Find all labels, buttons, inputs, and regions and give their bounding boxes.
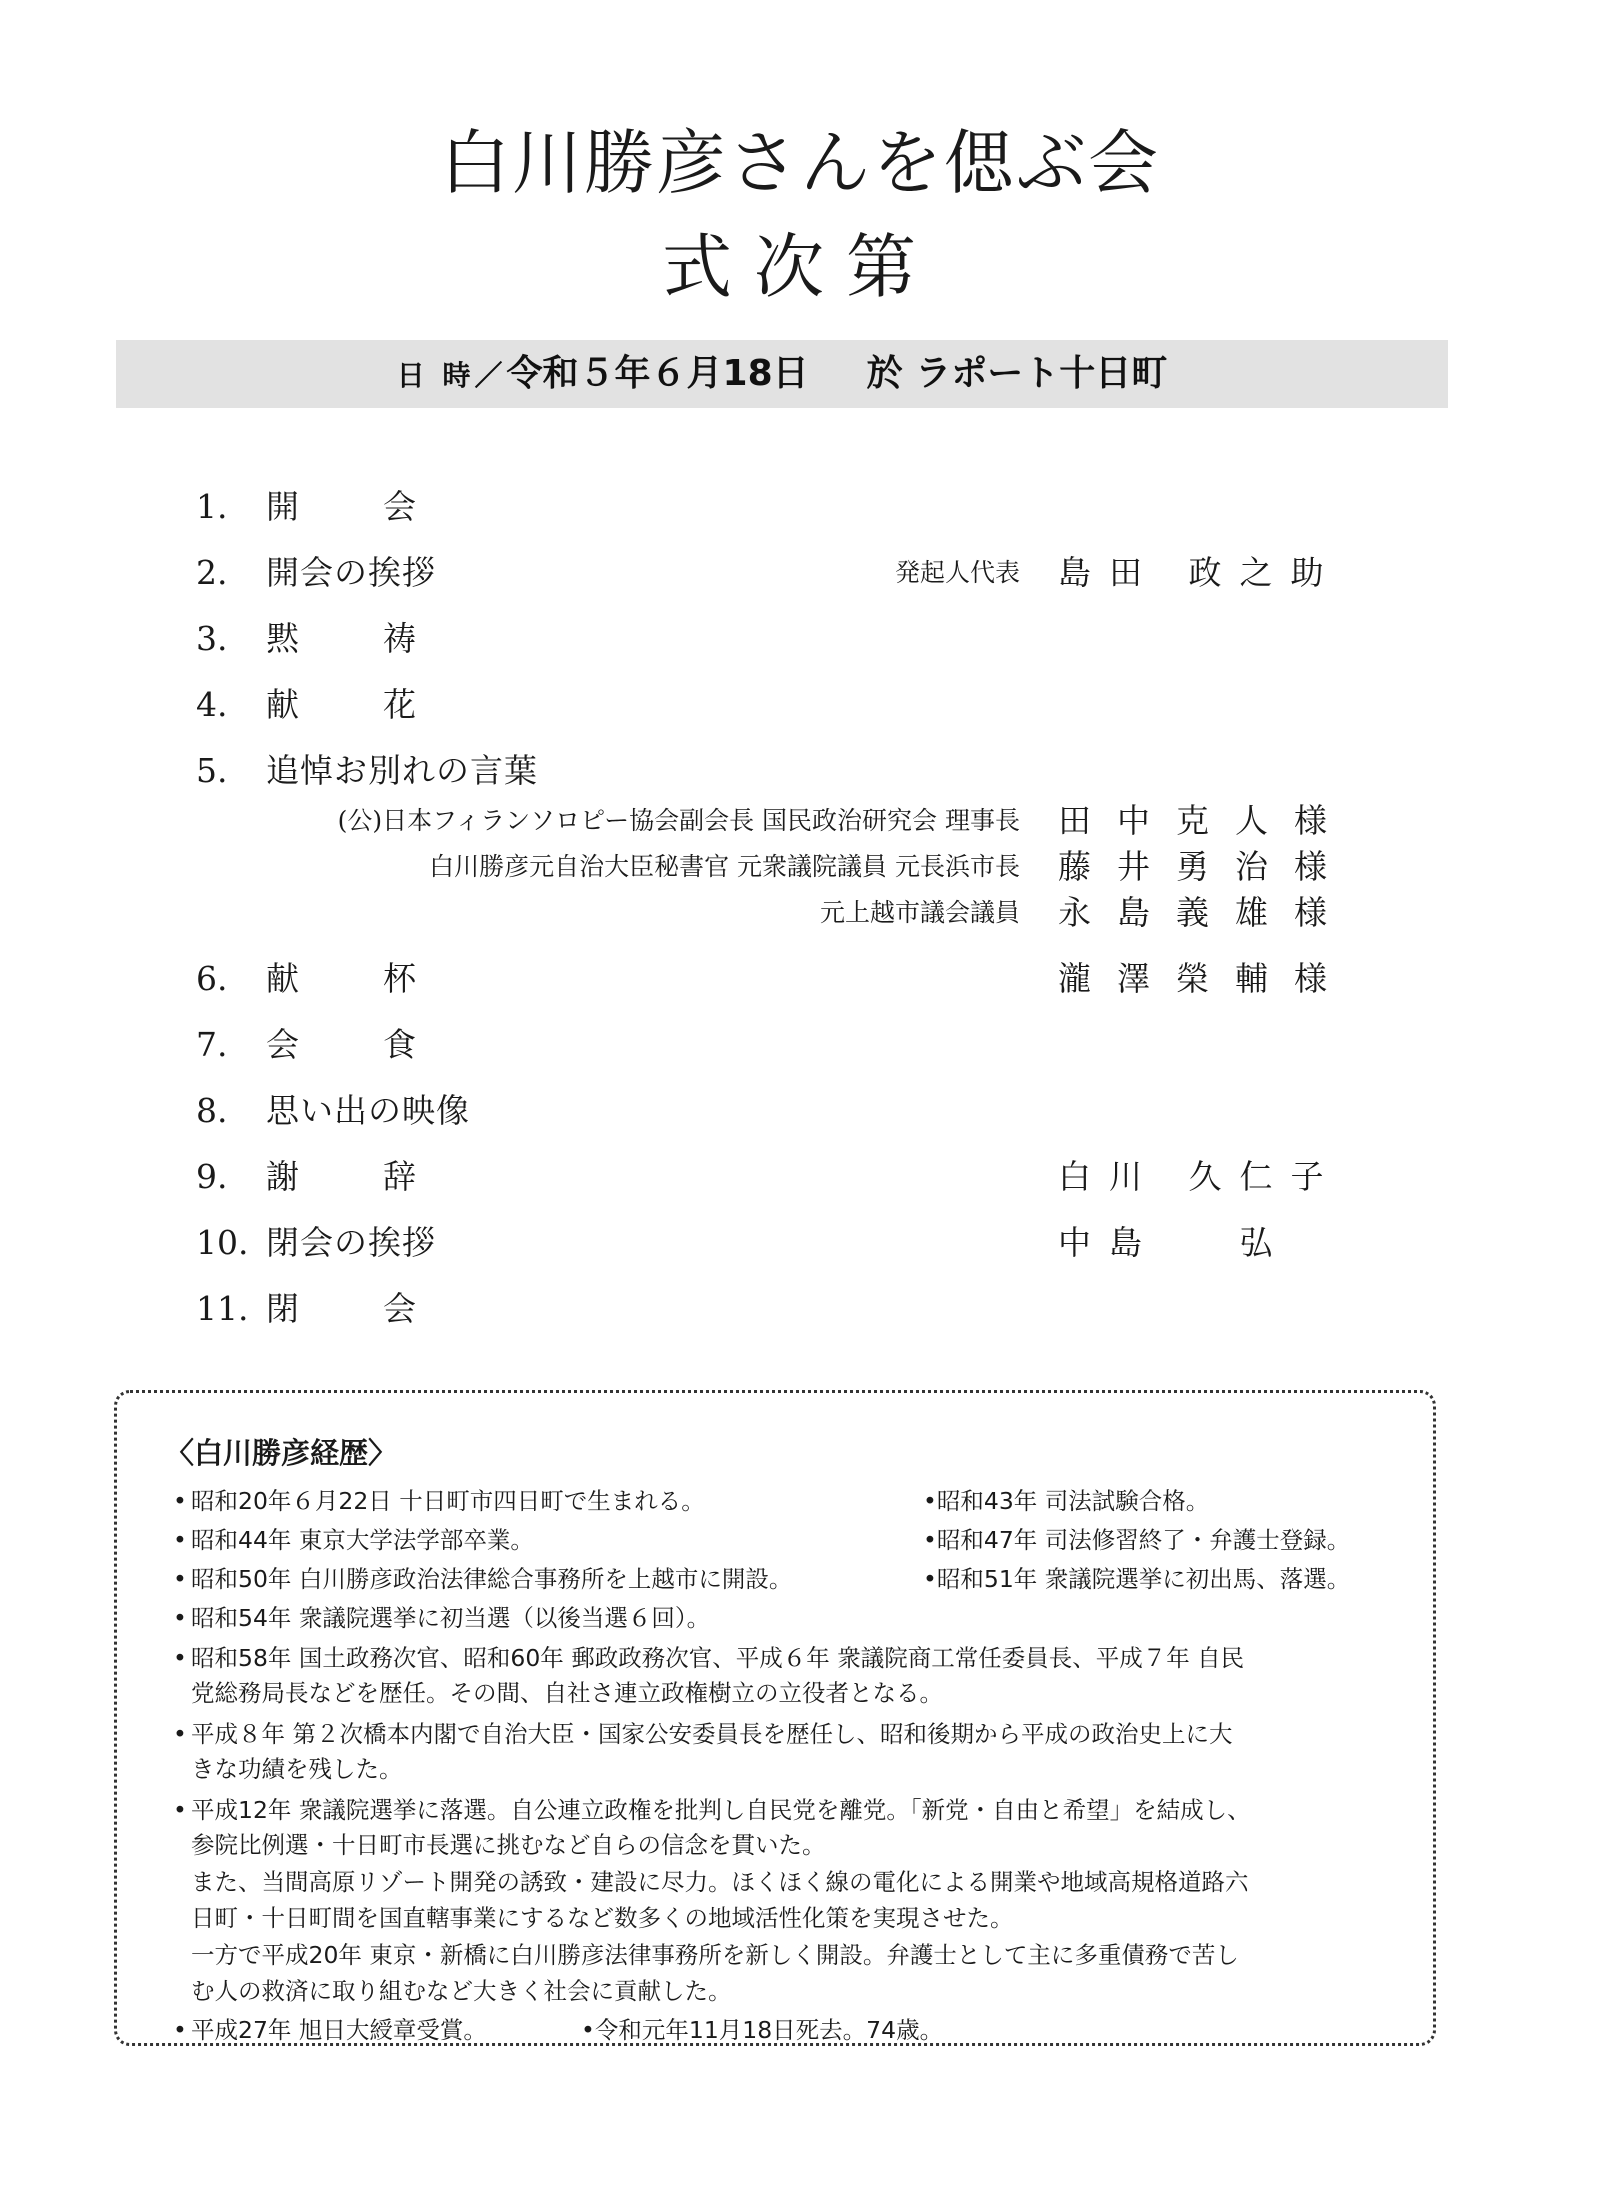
bio-item: • 昭和20年６月22日 十日町市四日町で生まれる。 [173,1487,705,1515]
page-title: 白川勝彦さんを偲ぶ会 [440,122,1160,204]
bio-item: •昭和43年 司法試験合格。 [923,1487,1210,1515]
bio-item: •令和元年11月18日死去。74歳。 [581,2016,944,2044]
bio-item: • 平成27年 旭日大綬章受賞。 [173,2016,487,2044]
speaker-role: (公)日本フィランソロピー協会副会長 国民政治研究会 理事長 [337,806,1020,835]
program-row [0,1218,1600,1268]
bio-item-cont: また、当間高原リゾート開発の誘致・建設に尽力。ほくほく線の電化による開業や地域高規格道路六 [191,1868,1249,1896]
speaker-role: 白川勝彦元自治大臣秘書官 元衆議院議員 元長浜市長 [429,852,1020,881]
biography-box [114,1390,1436,2046]
bio-item-cont: 党総務局長などを歴任。その間、自社さ連立政権樹立の立役者となる。 [191,1679,943,1707]
venue: 於 ラポート十日町 [866,353,1168,394]
program-row [0,1086,1600,1136]
program-item: 献花 [266,685,500,724]
program-row [0,1020,1600,1070]
program-item: 追悼お別れの言葉 [266,751,538,790]
bio-item-cont: む人の救済に取り組むなど大きく社会に貢献した。 [191,1977,732,2005]
program-item: 閉会の挨拶 [266,1223,436,1262]
program-row [0,954,1600,1004]
page-subtitle: 式次第 [662,226,938,308]
bio-item: • 昭和54年 衆議院選挙に初当選（以後当選６回）。 [173,1604,711,1632]
bio-item: •昭和51年 衆議院選挙に初出馬、落選。 [923,1565,1351,1593]
program-number: 2. [196,553,228,592]
program-row [0,548,1600,598]
bio-item: •昭和47年 司法修習終了・弁護士登録。 [923,1526,1351,1554]
date-band [116,340,1448,408]
program-item: 黙祷 [266,619,500,658]
bio-item: • 昭和50年 白川勝彦政治法律総合事務所を上越市に開設。 [173,1565,793,1593]
program-item: 開会 [266,487,500,526]
program-item: 会食 [266,1025,500,1064]
program-row [0,680,1600,730]
speaker-name: 白川 久仁子 [1058,1157,1342,1196]
speaker-name: 島田 政之助 [1058,553,1342,592]
date-label: 日 時／ [396,359,507,392]
bio-item-cont: 日町・十日町間を国直轄事業にするなど数多くの地域活性化策を実現させた。 [191,1904,1014,1932]
program-row [0,842,1600,892]
program-item: 閉会 [266,1289,500,1328]
biography-title: 〈白川勝彦経歴〉 [165,1436,398,1470]
speaker-name: 永島義雄様 [1058,893,1353,932]
program-item: 思い出の映像 [266,1091,470,1130]
program-number: 10. [196,1223,249,1262]
program-number: 1. [196,487,228,526]
bio-item-cont: 一方で平成20年 東京・新橋に白川勝彦法律事務所を新しく開設。弁護士として主に多重債務で苦し [191,1941,1239,1969]
program-row [0,796,1600,846]
speaker-name: 田中克人様 [1058,801,1353,840]
bio-item: • 昭和44年 東京大学法学部卒業。 [173,1526,534,1554]
bio-item: • 昭和58年 国土政務次官、昭和60年 郵政政務次官、平成６年 衆議院商工常任委員長、平成７年 自民 [173,1644,1245,1672]
program-row [0,888,1600,938]
speaker-role: 発起人代表 [894,558,1020,587]
bio-item: • 平成12年 衆議院選挙に落選。自公連立政権を批判し自民党を離党。「新党・自由と希望」を結成し、 [173,1796,1251,1824]
speaker-name: 瀧澤榮輔様 [1058,959,1353,998]
speaker-name: 藤井勇治様 [1058,847,1353,886]
date-value: 令和５年６月18日 [506,353,809,394]
program-row [0,1284,1600,1334]
program-row [0,482,1600,532]
program-item: 謝辞 [266,1157,500,1196]
speaker-name: 中島 弘 [1058,1223,1291,1262]
program-number: 7. [196,1025,228,1064]
program-item: 献杯 [266,959,500,998]
bio-item-cont: きな功績を残した。 [191,1755,403,1783]
program-item: 開会の挨拶 [266,553,436,592]
program-number: 6. [196,959,228,998]
program-number: 4. [196,685,228,724]
program-row [0,614,1600,664]
program-number: 9. [196,1157,228,1196]
program-number: 8. [196,1091,228,1130]
speaker-role: 元上越市議会議員 [819,898,1020,927]
program-number: 5. [196,751,228,790]
program-row [0,746,1600,796]
program-number: 3. [196,619,228,658]
bio-item-cont: 参院比例選・十日町市長選に挑むなど自らの信念を貫いた。 [191,1831,826,1859]
program-row [0,1152,1600,1202]
bio-item: • 平成８年 第２次橋本内閣で自治大臣・国家公安委員長を歴任し、昭和後期から平成の政治史上に大 [173,1720,1233,1748]
program-number: 11. [196,1289,249,1328]
